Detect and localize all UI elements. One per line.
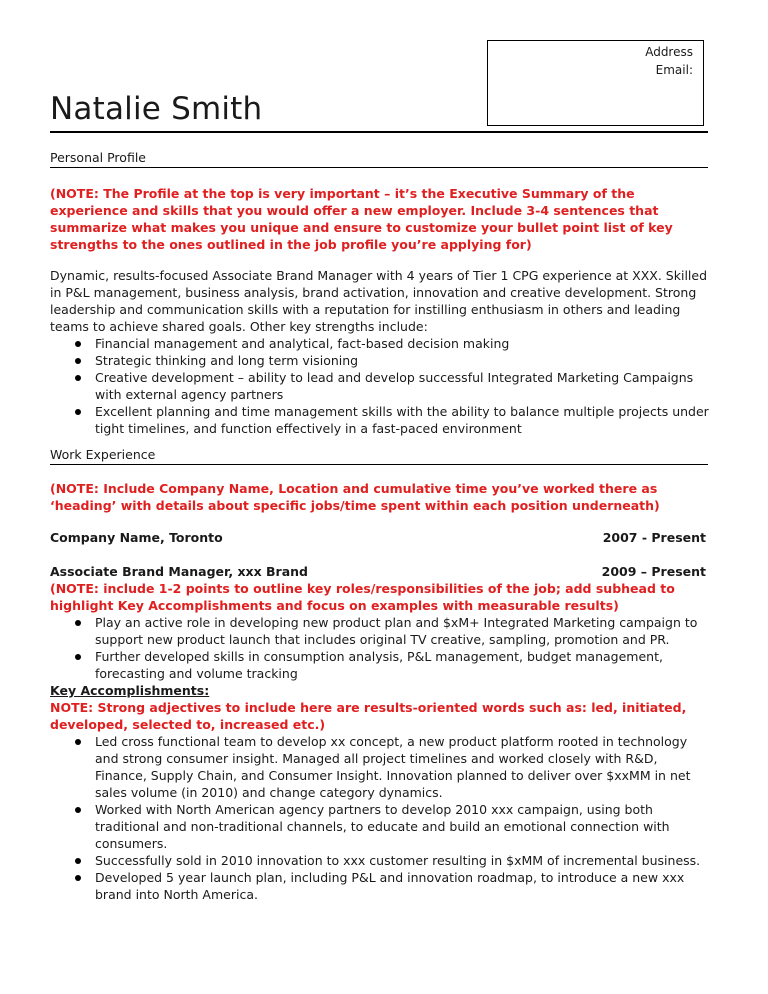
role-section-body — [50, 580, 712, 903]
work-divider — [50, 464, 708, 465]
list-item: Successfully sold in 2010 innovation to xxx customer resulting in $xMM of incremental business. — [50, 852, 712, 869]
list-item: Creative development – ability to lead and develop successful Integrated Marketing Campaigns with external agency partners — [50, 369, 712, 403]
candidate-name: Natalie Smith — [50, 91, 263, 127]
list-item: Worked with North American agency partners to develop 2010 xxx campaign, using both traditional and non-traditional channels, to educate and build an emotional connection with consumers. — [50, 801, 712, 852]
list-item: Strategic thinking and long term visioning — [50, 352, 712, 369]
role-note: (NOTE: include 1-2 points to outline key roles/responsibilities of the job; add subhead to highlight Key Accomplishments and focus on examples with measurable results) — [50, 581, 675, 613]
profile-heading: Personal Profile — [50, 150, 146, 165]
list-item: Excellent planning and time management skills with the ability to balance multiple projects under tight timelines, and function effectively in a fast-paced environment — [50, 403, 712, 437]
profile-divider — [50, 167, 708, 168]
role-dates: 2009 – Present — [601, 564, 706, 579]
role-title: Associate Brand Manager, xxx Brand — [50, 564, 308, 579]
email-label: Email: — [655, 63, 693, 77]
accomplishments-note: NOTE: Strong adjectives to include here are results-oriented words such as: led, initiated, developed, selected to, increased etc.) — [50, 700, 687, 732]
profile-summary: Dynamic, results-focused Associate Brand Manager with 4 years of Tier 1 CPG experience at XXX. Skilled in P&L management, business analysis, brand activation, innovation and creative development. Strong leadership and communication skills with a reputation for instilling enthusiasm in others and leading teams to achieve shared goals. Other key strengths include: — [50, 268, 708, 334]
list-item: Further developed skills in consumption analysis, P&L management, budget management, forecasting and volume tracking — [50, 648, 712, 682]
list-item: Developed 5 year launch plan, including P&L and innovation roadmap, to introduce a new xxx brand into North America. — [50, 869, 712, 903]
contact-box — [487, 40, 704, 126]
list-item: Play an active role in developing new product plan and $xM+ Integrated Marketing campaign to support new product launch that includes original TV creative, sampling, promotion and PR. — [50, 614, 712, 648]
company-row — [50, 529, 706, 546]
company-dates: 2007 - Present — [602, 530, 706, 545]
company-name: Company Name, Toronto — [50, 530, 223, 545]
list-item: Financial management and analytical, fact-based decision making — [50, 335, 712, 352]
profile-note: (NOTE: The Profile at the top is very important – it’s the Executive Summary of the experience and skills that you would offer a new employer. Include 3-4 sentences that summarize what makes you unique and ensure to customize your bullet point list of key strengths to the ones outlined in the job profile you’re applying for) — [50, 186, 673, 252]
role-row — [50, 563, 706, 580]
list-item: Led cross functional team to develop xx concept, a new product platform rooted in technology and strong consumer insight. Managed all project timelines and worked closely with R&D, Finance, Supply Chain, and Consumer Insight. Innovation planned to deliver over $xxMM in net sales volume (in 2010) and change category dynamics. — [50, 733, 712, 801]
address-label: Address — [645, 45, 693, 59]
name-divider — [50, 131, 708, 133]
strengths-list — [50, 335, 712, 437]
accomplishments-heading: Key Accomplishments: — [50, 683, 210, 698]
work-heading: Work Experience — [50, 447, 156, 462]
work-note: (NOTE: Include Company Name, Location and cumulative time you’ve worked there as ‘heading’ with details about specific jobs/time spent within each position underneath) — [50, 481, 660, 513]
profile-section-body — [50, 267, 712, 437]
responsibilities-list — [50, 614, 712, 682]
accomplishments-list — [50, 733, 712, 903]
